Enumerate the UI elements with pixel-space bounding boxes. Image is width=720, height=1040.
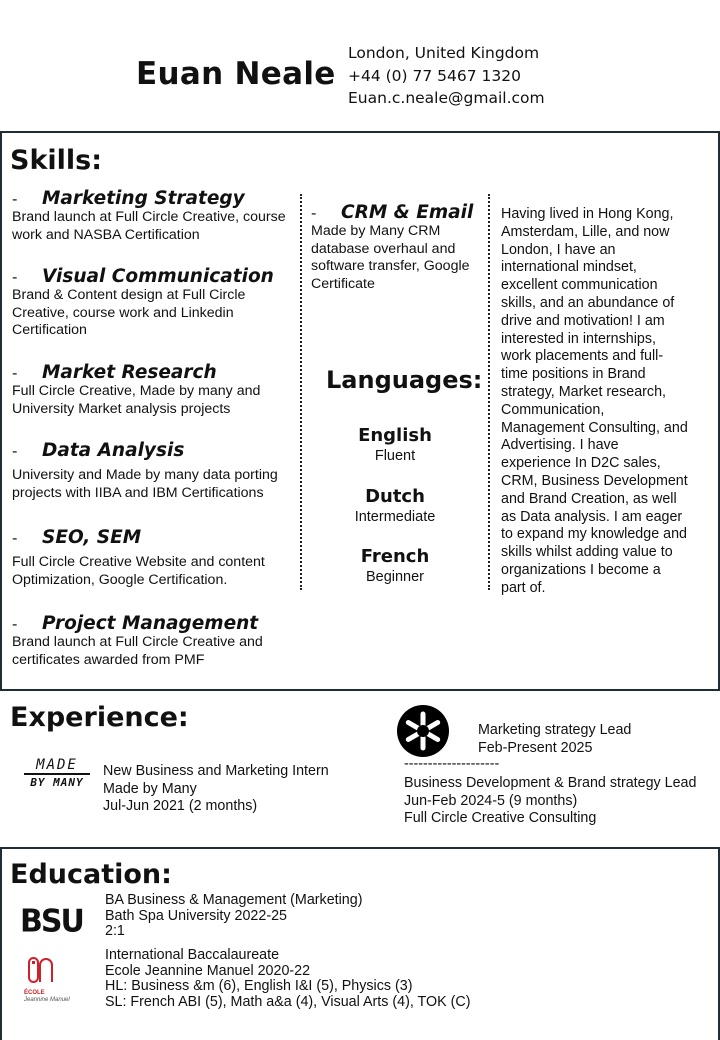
language-dutch xyxy=(315,486,475,525)
skill-crm-email xyxy=(311,202,489,293)
column-divider xyxy=(300,194,302,590)
email-text: Euan.c.neale@gmail.com xyxy=(348,89,545,107)
bsu-logo: BSU xyxy=(20,903,83,940)
full-circle-logo-icon xyxy=(396,704,450,758)
skill-description: Made by Many CRM database overhaul and software transfer, Google Certificate xyxy=(311,223,470,292)
logo-text: BY MANY xyxy=(30,776,84,789)
job-role: Marketing strategy Lead xyxy=(478,722,632,738)
skill-title: Data Analysis xyxy=(42,440,185,461)
experience-heading: Experience: xyxy=(10,702,189,733)
language-english xyxy=(315,425,475,464)
education-heading: Education: xyxy=(10,859,172,890)
education-bsu xyxy=(105,893,362,940)
experience-full-circle-previous xyxy=(404,775,696,828)
skill-description: Brand launch at Full Circle Creative and certificates awarded from PMF xyxy=(12,634,263,668)
skill-description: Brand launch at Full Circle Creative, course work and NASBA Certification xyxy=(12,209,286,243)
language-level: Beginner xyxy=(365,569,425,585)
phone-text: +44 (0) 77 5467 1320 xyxy=(348,66,521,85)
ejm-logo-text: Jeannine Manuel xyxy=(24,997,70,1003)
degree-grade: 2:1 xyxy=(105,923,125,939)
degree-title: International Baccalaureate xyxy=(105,947,280,963)
skill-title: SEO, SEM xyxy=(42,527,142,548)
sl-subjects: SL: French ABI (5), Math a&a (4), Visual Arts (4), TOK (C) xyxy=(105,993,471,1010)
school-name: Ecole Jeannine Manuel 2020-22 xyxy=(105,962,311,979)
school-name: Bath Spa University 2022-25 xyxy=(105,907,287,924)
job-role: New Business and Marketing Intern xyxy=(103,763,329,779)
job-dates: Jul-Jun 2021 (2 months) xyxy=(103,798,258,815)
bullet-dash: - xyxy=(12,190,18,208)
skill-title: Market Research xyxy=(42,362,217,383)
degree-title: BA Business & Management (Marketing) xyxy=(105,892,363,908)
education-ejm xyxy=(105,948,471,1010)
skill-description: Full Circle Creative, Made by many and University Market analysis projects xyxy=(12,383,261,417)
language-name: Dutch xyxy=(365,486,425,507)
language-level: Fluent xyxy=(374,448,416,464)
skill-market-research xyxy=(12,362,300,418)
skills-heading: Skills: xyxy=(10,145,103,176)
skill-seo-sem xyxy=(12,527,300,589)
experience-separator: -------------------- xyxy=(404,756,500,772)
job-dates: Jun-Feb 2024-5 (9 months) xyxy=(404,792,578,809)
bullet-dash: - xyxy=(311,204,317,222)
made-by-many-logo xyxy=(22,757,92,791)
bullet-dash: - xyxy=(12,615,18,633)
about-me-text: Having lived in Hong Kong, Amsterdam, Lille, and now London, I have an international mindset, excellent communication skills, and an abundance of drive and motivation! I am interested in internships, work placements and full-time positions in Brand strategy, Market research, Communication, Management Consulting, and Advertising. I have experience In D2C sales, CRM, Business Development and Brand Creation, as well as Data analysis. I am eager to expand my knowledge and skills whilst adding value to organizations I become a part of. xyxy=(501,206,688,596)
column-divider xyxy=(488,194,490,590)
candidate-name: Euan Neale xyxy=(136,56,336,92)
skill-description: Full Circle Creative Website and content Optimization, Google Certification. xyxy=(12,554,265,588)
ejm-emblem-icon xyxy=(24,955,64,985)
logo-text: MADE xyxy=(36,757,78,773)
job-company: Full Circle Creative Consulting xyxy=(404,810,597,827)
ejm-logo-text: ÉCOLE xyxy=(24,990,45,996)
skill-title: Marketing Strategy xyxy=(42,188,245,209)
experience-made-by-many xyxy=(103,763,329,816)
skill-title: CRM & Email xyxy=(341,202,474,223)
contact-block xyxy=(348,42,545,110)
bullet-dash: - xyxy=(12,442,18,460)
bullet-dash: - xyxy=(12,529,18,547)
language-level: Intermediate xyxy=(354,509,436,525)
job-dates: Feb-Present 2025 xyxy=(478,739,593,756)
skill-title: Visual Communication xyxy=(42,266,274,287)
skill-visual-communication xyxy=(12,266,300,340)
skill-project-management xyxy=(12,613,300,669)
job-company: Made by Many xyxy=(103,780,197,797)
languages-heading: Languages: xyxy=(326,366,483,394)
location-text: London, United Kingdom xyxy=(348,44,540,62)
job-role: Business Development & Brand strategy Lead xyxy=(404,775,697,791)
language-french xyxy=(315,546,475,585)
bullet-dash: - xyxy=(12,268,18,286)
skill-description: Brand & Content design at Full Circle Creative, course work and Linkedin Certification xyxy=(12,287,246,338)
skill-title: Project Management xyxy=(42,613,259,634)
hl-subjects: HL: Business &m (6), English I&I (5), Physics (3) xyxy=(105,978,413,994)
experience-full-circle-current xyxy=(478,722,631,757)
skill-description: University and Made by many data porting projects with IIBA and IBM Certifications xyxy=(12,467,278,501)
skill-marketing-strategy xyxy=(12,188,300,244)
ejm-logo xyxy=(24,955,94,1003)
language-name: French xyxy=(360,546,430,567)
bullet-dash: - xyxy=(12,364,18,382)
skill-data-analysis xyxy=(12,440,300,502)
language-name: English xyxy=(358,425,432,446)
